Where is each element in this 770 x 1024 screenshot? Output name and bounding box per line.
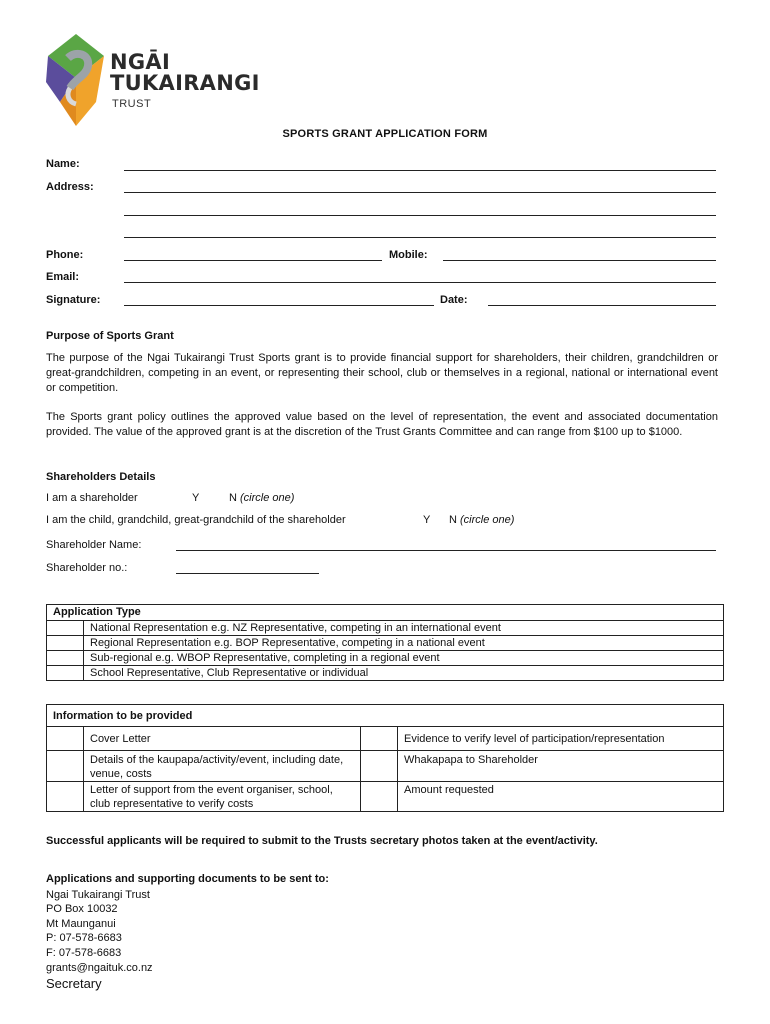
phone-label: Phone: — [46, 249, 84, 261]
send-to-line: Mt Maunganui — [46, 917, 116, 930]
information-checkbox[interactable] — [361, 751, 398, 782]
descendant-no-option[interactable] — [449, 514, 514, 526]
email-link[interactable]: grants@ngaituk.co.nz — [46, 961, 153, 974]
logo-emblem-icon — [46, 32, 116, 128]
application-type-row[interactable] — [47, 651, 724, 666]
address-field-line-1[interactable] — [124, 192, 716, 193]
date-label: Date: — [440, 294, 468, 306]
application-type-checkbox[interactable] — [47, 621, 84, 636]
information-item: Letter of support from the event organiser, school, club representative to verify costs — [84, 782, 361, 812]
address-label: Address: — [46, 181, 94, 193]
application-type-row[interactable] — [47, 636, 724, 651]
shareholder-number-label: Shareholder no.: — [46, 562, 128, 574]
shareholders-heading: Shareholders Details — [46, 471, 156, 483]
information-item: Cover Letter — [84, 727, 361, 751]
email-label: Email: — [46, 271, 80, 283]
logo-wordmark — [110, 52, 260, 94]
application-type-option: School Representative, Club Representative or individual — [84, 666, 724, 681]
signature-field[interactable] — [124, 305, 434, 306]
purpose-paragraph-2: The Sports grant policy outlines the approved value based on the level of representation, the event and associated documentation provided. The value of the approved grant is at the discretion of the Trust Grants Committee and can range from $100 up to $1000. — [46, 411, 718, 438]
information-checkbox[interactable] — [361, 782, 398, 812]
photo-requirement-notice: Successful applicants will be required to submit to the Trusts secretary photos taken at the event/activity. — [46, 835, 598, 847]
application-type-checkbox[interactable] — [47, 636, 84, 651]
send-to-line: PO Box 10032 — [46, 903, 118, 916]
information-item: Amount requested — [398, 782, 724, 812]
send-to-block — [46, 873, 329, 992]
form-title: SPORTS GRANT APPLICATION FORM — [282, 128, 488, 140]
circle-one-hint: (circle one) — [240, 492, 295, 504]
application-type-option: National Representation e.g. NZ Representative, competing in an international event — [84, 621, 724, 636]
email-field[interactable] — [124, 282, 716, 283]
shareholder-name-field[interactable] — [176, 550, 716, 551]
application-type-table — [46, 604, 724, 681]
send-to-heading: Applications and supporting documents to be sent to: — [46, 873, 329, 885]
address-field-line-2[interactable] — [124, 215, 716, 216]
send-to-line: F: 07-578-6683 — [46, 946, 122, 959]
mobile-label: Mobile: — [389, 249, 428, 261]
application-type-option: Regional Representation e.g. BOP Representative, competing in a national event — [84, 636, 724, 651]
secretary-label: Secretary — [46, 976, 102, 992]
phone-field[interactable] — [124, 260, 382, 261]
logo-line-2: TUKAIRANGI — [110, 71, 260, 95]
shareholder-yes-option[interactable]: Y — [192, 492, 200, 504]
shareholder-number-field[interactable] — [176, 573, 319, 574]
trust-logo — [46, 32, 262, 128]
information-table — [46, 704, 724, 812]
send-to-line: P: 07-578-6683 — [46, 932, 122, 945]
information-checkbox[interactable] — [47, 751, 84, 782]
information-item: Details of the kaupapa/activity/event, including date, venue, costs — [84, 751, 361, 782]
no-option-label: N — [229, 492, 237, 504]
purpose-heading: Purpose of Sports Grant — [46, 330, 174, 342]
information-checkbox[interactable] — [361, 727, 398, 751]
information-row — [47, 727, 724, 751]
shareholder-question: I am a shareholder — [46, 492, 138, 504]
application-type-checkbox[interactable] — [47, 651, 84, 666]
name-label: Name: — [46, 158, 80, 170]
shareholder-no-option[interactable] — [229, 492, 294, 504]
descendant-question: I am the child, grandchild, great-grandchild of the shareholder — [46, 514, 346, 526]
signature-label: Signature: — [46, 294, 101, 306]
no-option-label: N — [449, 514, 457, 526]
application-type-option: Sub-regional e.g. WBOP Representative, completing in a regional event — [84, 651, 724, 666]
application-type-checkbox[interactable] — [47, 666, 84, 681]
address-field-line-3[interactable] — [124, 237, 716, 238]
send-to-line: Ngai Tukairangi Trust — [46, 888, 150, 901]
application-type-heading: Application Type — [47, 605, 724, 621]
information-checkbox[interactable] — [47, 782, 84, 812]
descendant-yes-option[interactable]: Y — [423, 514, 431, 526]
shareholder-name-label: Shareholder Name: — [46, 539, 142, 551]
logo-line-1: NGĀI — [110, 50, 171, 74]
information-item: Whakapapa to Shareholder — [398, 751, 724, 782]
information-row — [47, 782, 724, 812]
circle-one-hint: (circle one) — [460, 514, 515, 526]
application-type-row[interactable] — [47, 666, 724, 681]
information-row — [47, 751, 724, 782]
purpose-paragraph-1: The purpose of the Ngai Tukairangi Trust Sports grant is to provide financial support for shareholders, their children, grandchildren or great-grandchildren, competing in an event, or representing their school, club or themselves in a regional, national or international event or competition. — [46, 352, 718, 394]
name-field[interactable] — [124, 170, 716, 171]
information-checkbox[interactable] — [47, 727, 84, 751]
information-heading: Information to be provided — [47, 705, 724, 727]
application-type-row[interactable] — [47, 621, 724, 636]
information-item: Evidence to verify level of participation/representation — [398, 727, 724, 751]
logo-line-3: TRUST — [112, 98, 152, 110]
date-field[interactable] — [488, 305, 716, 306]
mobile-field[interactable] — [443, 260, 716, 261]
